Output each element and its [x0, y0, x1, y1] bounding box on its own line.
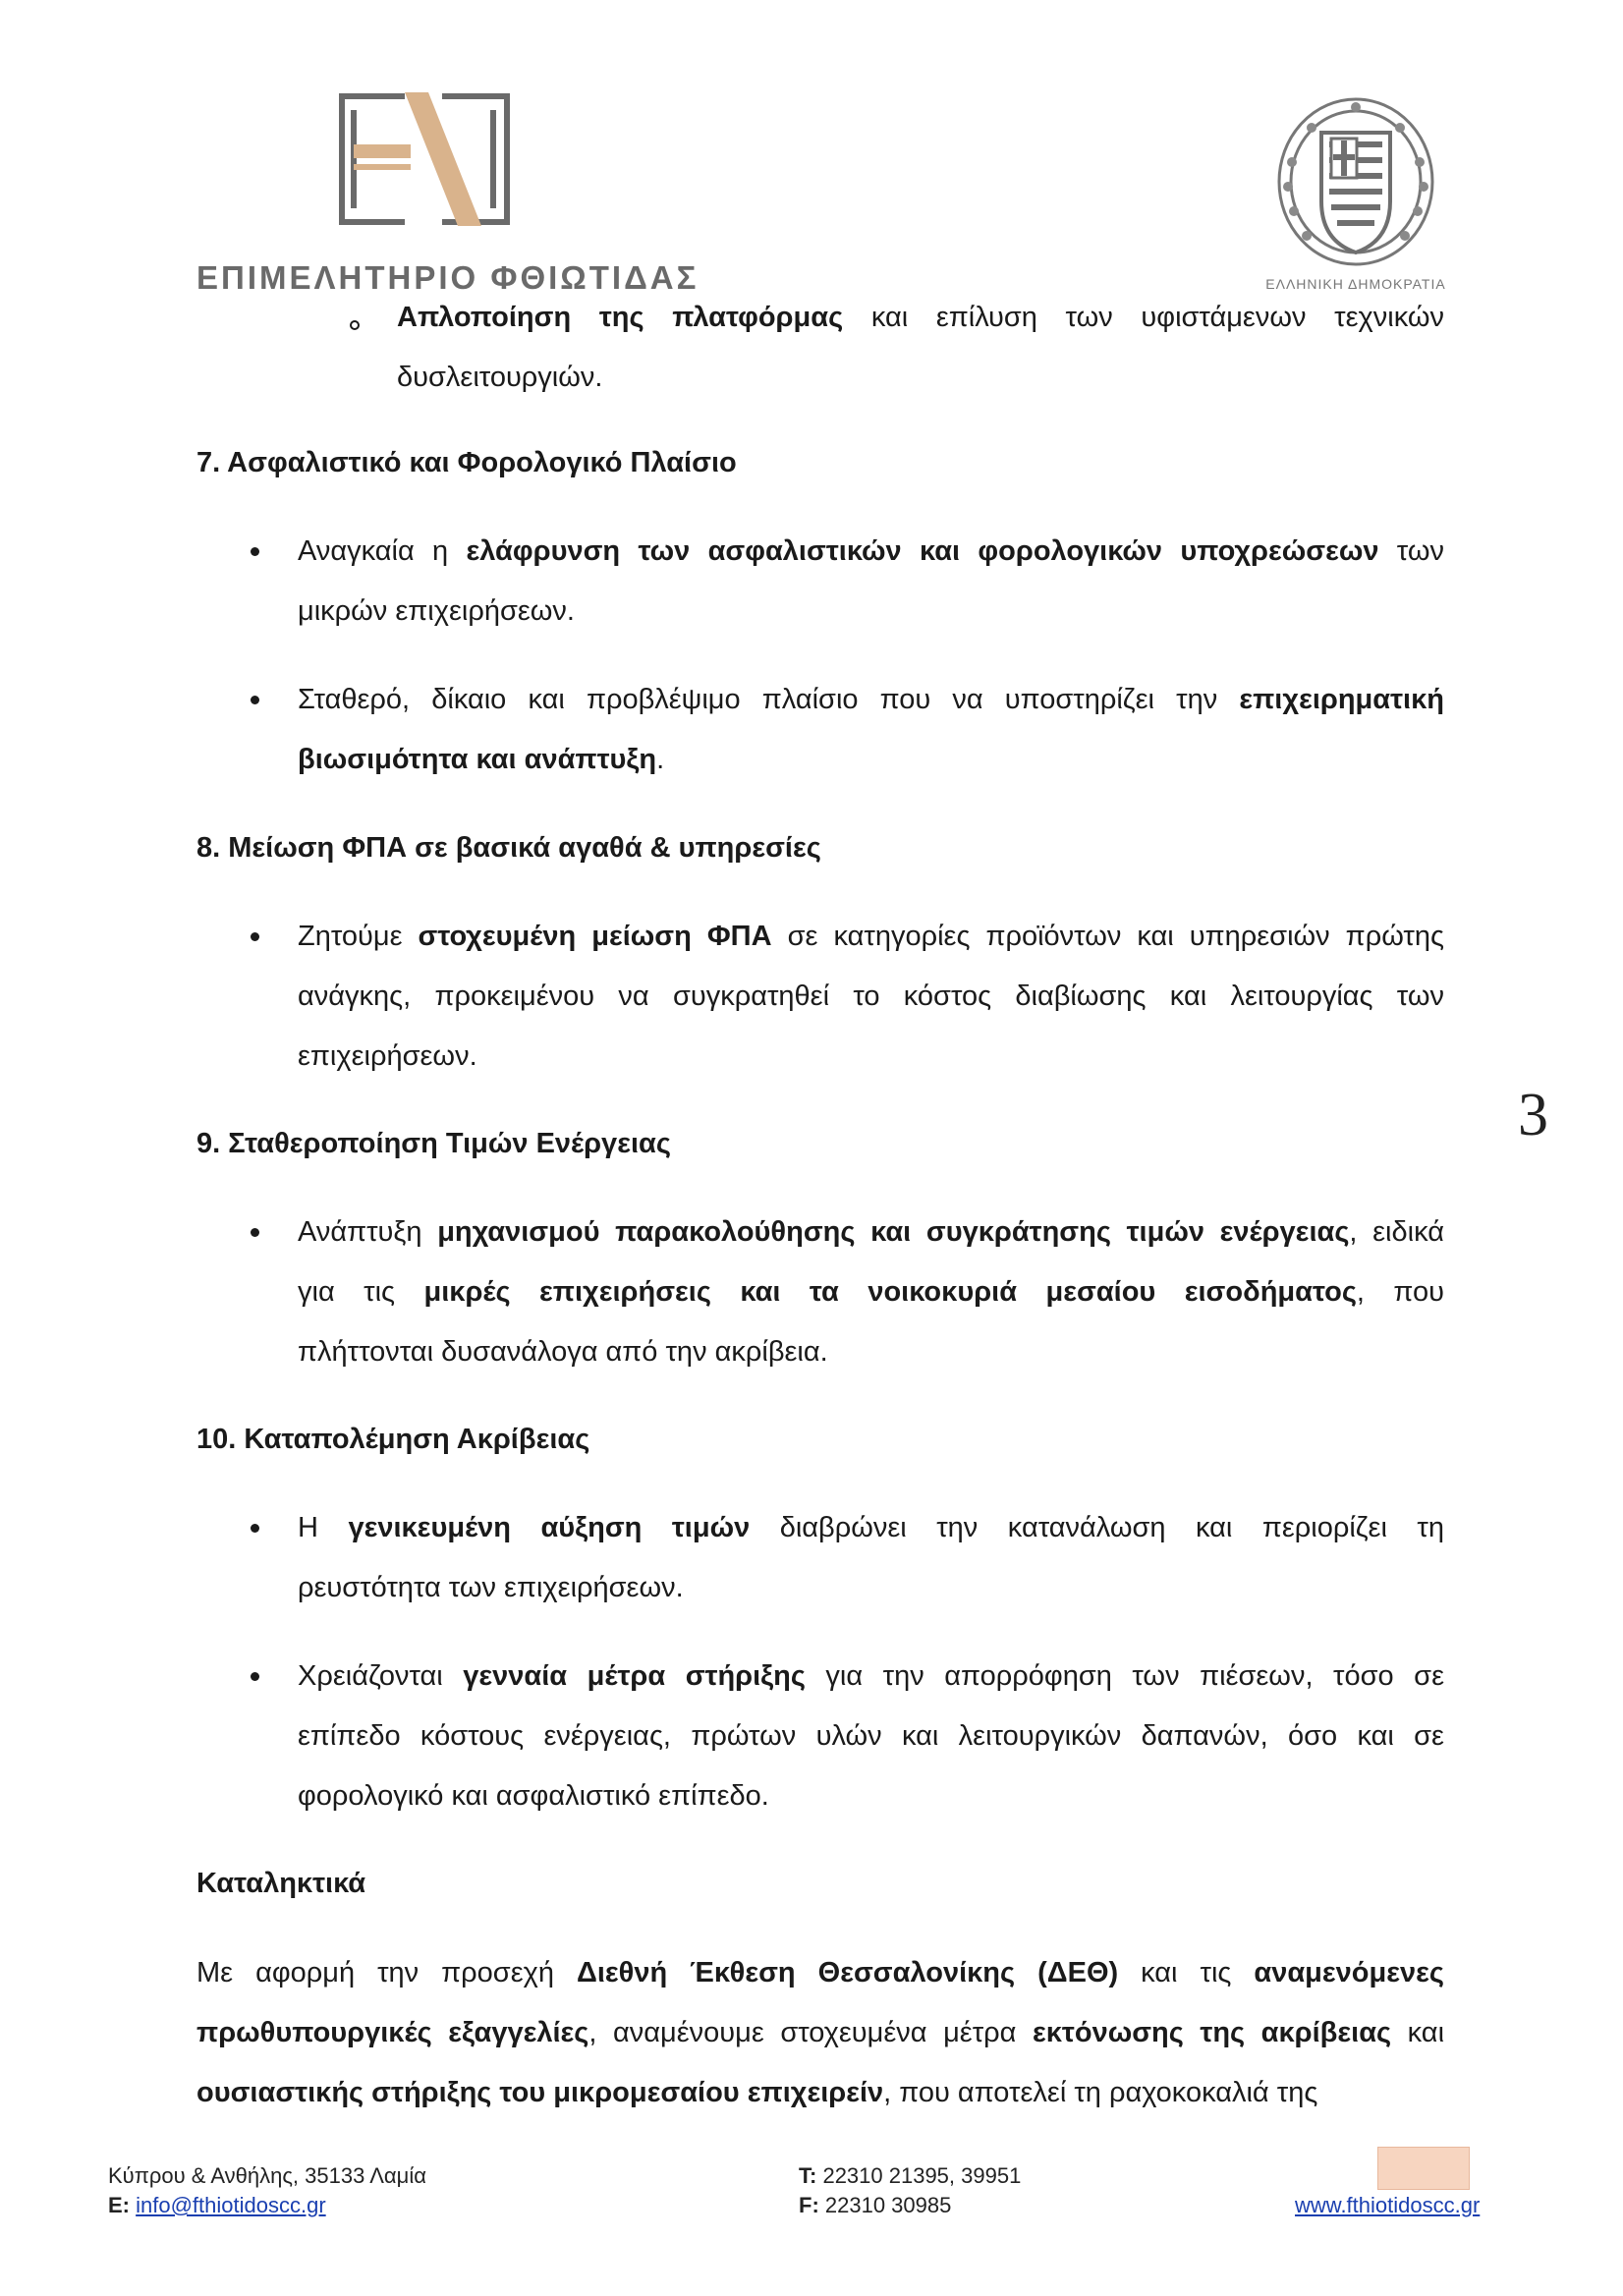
bold-text: ελάφρυνση των ασφαλιστικών και φορολογικών υποχρεώσεων: [466, 535, 1379, 567]
conclusion-line-3: [196, 2063, 1444, 2123]
bold-text: Διεθνή Έκθεση Θεσσαλονίκης (ΔΕΘ): [576, 1957, 1119, 1988]
s9-b1-line-2: [298, 1262, 1444, 1322]
bold-text: γενναία μέτρα στήριξης: [463, 1660, 806, 1692]
s8-b1-line-2: ανάγκης, προκειμένου να συγκρατηθεί το κόστος διαβίωσης και λειτουργίας των: [298, 980, 1444, 1012]
s7-bullet-1: [298, 522, 1444, 642]
phone-label: T:: [799, 2163, 817, 2188]
text: και: [1391, 2017, 1445, 2048]
text: , αναμένουμε στοχευμένα μέτρα: [588, 2017, 1033, 2048]
s10-b2-line-2: επίπεδο κόστους ενέργειας, πρώτων υλών και λειτουργικών δαπανών, όσο και σε: [298, 1720, 1444, 1752]
bullet-marker: [251, 1228, 259, 1237]
phone-value: 22310 21395, 39951: [822, 2163, 1022, 2188]
fax-label: F:: [799, 2193, 819, 2217]
bold-text: αναμενόμενες: [1254, 1957, 1444, 1988]
section-10-heading: 10. Καταπολέμηση Ακρίβειας: [196, 1424, 590, 1455]
s7-b1-line-2: μικρών επιχειρήσεων.: [298, 595, 575, 627]
bullet-marker: [251, 932, 259, 941]
text: Με αφορμή την προσεχή: [196, 1957, 577, 1988]
sub-bullet-marker: [350, 320, 360, 330]
hellenic-republic-emblem: [1258, 93, 1454, 300]
chamber-name: ΕΠΙΜΕΛΗΤΗΡΙΟ ΦΘΙΩΤΙΔΑΣ: [196, 259, 700, 296]
footer-address: Κύπρου & Ανθήλης, 35133 Λαμία: [108, 2163, 426, 2188]
bullet-marker: [251, 696, 259, 704]
bold-text: εκτόνωσης της ακρίβειας: [1033, 2017, 1392, 2048]
bold-text: ουσιαστικής στήριξης του μικρομεσαίου επιχειρείν: [196, 2077, 884, 2108]
text: Αναγκαία η: [298, 535, 467, 567]
chamber-logo: [196, 90, 700, 302]
conclusion-paragraph: [196, 1943, 1444, 2123]
sub-bullet-rest: και επίλυση των υφιστάμενων τεχνικών: [843, 302, 1444, 333]
s9-b1-line-3: πλήττονται δυσανάλογα από την ακρίβεια.: [298, 1336, 828, 1368]
s10-b1-line-2: ρευστότητα των επιχειρήσεων.: [298, 1572, 684, 1603]
bold-text: μηχανισμού παρακολούθησης και συγκράτησης τιμών ενέργειας: [437, 1216, 1350, 1248]
s7-bullet-2: [298, 670, 1444, 790]
bold-text: πρωθυπουργικές εξαγγελίες: [196, 2017, 589, 2048]
conclusion-line-1: [196, 1943, 1444, 2003]
gov-caption: ΕΛΛΗΝΙΚΗ ΔΗΜΟΚΡΑΤΙΑ: [1265, 276, 1446, 292]
bold-text: επιχειρηματική: [1239, 684, 1444, 715]
text: Η: [298, 1512, 349, 1543]
section-7-heading: 7. Ασφαλιστικό και Φορολογικό Πλαίσιο: [196, 447, 737, 478]
s7-b2-line-2: [298, 730, 1444, 790]
coat-of-arms-icon: [1272, 93, 1439, 270]
conclusion-line-2: [196, 2003, 1444, 2063]
s7-b2-line-1: [298, 670, 1444, 730]
bold-text: βιωσιμότητα και ανάπτυξη: [298, 744, 657, 775]
s10-b2-line-3: φορολογικό και ασφαλιστικό επίπεδο.: [298, 1780, 769, 1812]
text: .: [656, 744, 665, 775]
bullet-marker: [251, 547, 259, 556]
text: , που αποτελεί τη ραχοκοκαλιά της: [883, 2077, 1318, 2108]
fax-value: 22310 30985: [824, 2193, 952, 2217]
sub-bullet-line-1: [397, 288, 1444, 348]
sub-bullet-bold: Απλοποίηση της πλατφόρμας: [397, 302, 844, 333]
s8-b1-line-1: [298, 907, 1444, 967]
sub-bullet-text: [397, 288, 1444, 408]
website-link[interactable]: www.fthiotidoscc.gr: [1295, 2193, 1481, 2217]
text: Ανάπτυξη: [298, 1216, 438, 1248]
bullet-marker: [251, 1672, 259, 1681]
s8-b1-line-3: επιχειρήσεων.: [298, 1040, 477, 1072]
s10-b1-line-1: [298, 1498, 1444, 1558]
section-9-heading: 9. Σταθεροποίηση Τιμών Ενέργειας: [196, 1128, 671, 1159]
text: Ζητούμε: [298, 921, 419, 952]
email-label: E:: [108, 2193, 130, 2217]
conclusion-heading: Καταληκτικά: [196, 1868, 366, 1899]
text: και τις: [1118, 1957, 1255, 1988]
chamber-emblem-icon: [334, 90, 516, 228]
bullet-marker: [251, 1524, 259, 1533]
s9-b1-line-1: [298, 1203, 1444, 1262]
s10-bullet-1: [298, 1498, 1444, 1618]
s10-b2-line-1: [298, 1647, 1444, 1707]
s10-bullet-2: [298, 1647, 1444, 1826]
footer-fax: [799, 2191, 951, 2220]
bold-text: μικρές επιχειρήσεις και τα νοικοκυριά μεσαίου εισοδήματος: [423, 1276, 1357, 1308]
email-link[interactable]: info@fthiotidoscc.gr: [136, 2193, 326, 2217]
footer-email: [108, 2191, 326, 2220]
s8-bullet-1: [298, 907, 1444, 1087]
text: , ειδικά: [1349, 1216, 1444, 1248]
page-number: 3: [1518, 1082, 1548, 1148]
text: των: [1378, 535, 1444, 567]
s7-b1-line-1: [298, 522, 1444, 582]
text: Σταθερό, δίκαιο και προβλέψιμο πλαίσιο που να υποστηρίζει την: [298, 684, 1240, 715]
s9-bullet-1: [298, 1203, 1444, 1382]
bold-text: γενικευμένη αύξηση τιμών: [348, 1512, 751, 1543]
text: για τις: [298, 1276, 424, 1308]
section-8-heading: 8. Μείωση ΦΠΑ σε βασικά αγαθά & υπηρεσίες: [196, 832, 821, 864]
sub-bullet-line-2: δυσλειτουργιών.: [397, 362, 603, 393]
text: σε κατηγορίες προϊόντων και υπηρεσιών πρώτης: [771, 921, 1444, 952]
text: διαβρώνει την κατανάλωση και περιορίζει τη: [750, 1512, 1444, 1543]
footer-phone: [799, 2161, 1021, 2191]
bold-text: στοχευμένη μείωση ΦΠΑ: [418, 921, 772, 952]
text: , που: [1356, 1276, 1445, 1308]
text: Χρειάζονται: [298, 1660, 464, 1692]
footer-accent-box: [1377, 2147, 1470, 2190]
text: για την απορρόφηση των πιέσεων, τόσο σε: [805, 1660, 1445, 1692]
footer-website: [1295, 2191, 1480, 2220]
